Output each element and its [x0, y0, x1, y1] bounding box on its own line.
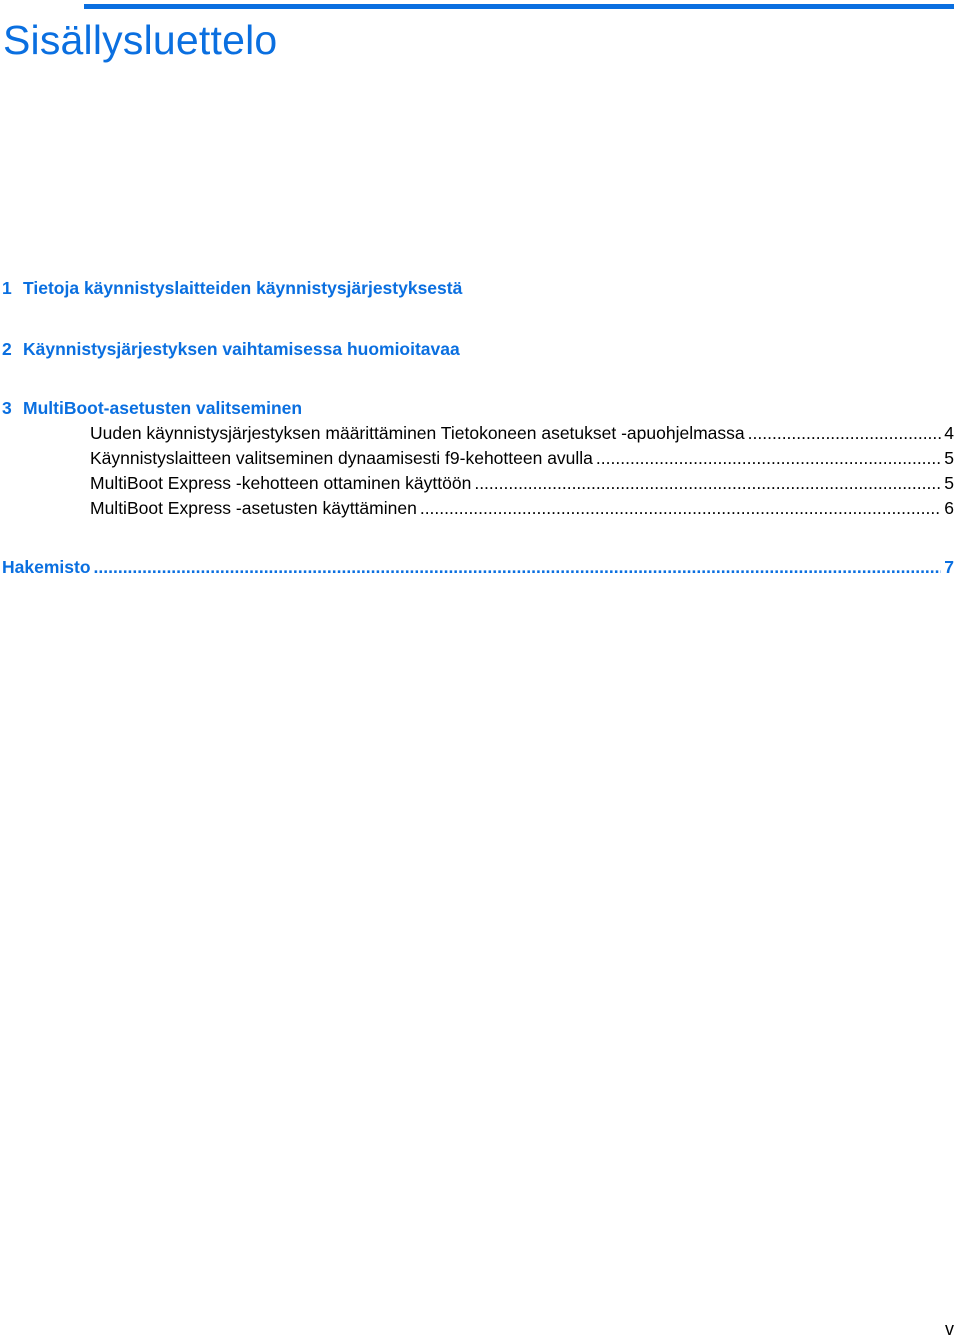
page-title: Sisällysluettelo: [3, 17, 278, 63]
dot-leader: [420, 497, 941, 519]
toc-chapter-3[interactable]: [2, 397, 302, 419]
toc-chapter-2[interactable]: [2, 338, 460, 360]
chapter-number: 2: [2, 339, 12, 359]
entry-page-number: 6: [944, 498, 954, 518]
entry-title: MultiBoot Express -asetusten käyttäminen: [90, 498, 417, 518]
dot-leader: [748, 422, 942, 444]
index-title: Hakemisto: [2, 557, 91, 577]
header-rule: [84, 4, 954, 9]
toc-index-entry[interactable]: [2, 556, 954, 578]
toc-entry[interactable]: [90, 497, 954, 519]
toc-chapter-1[interactable]: [2, 277, 462, 299]
toc-entry[interactable]: [90, 447, 954, 469]
footer-page-number: v: [945, 1319, 954, 1339]
dot-leader: [596, 447, 941, 469]
toc-entry[interactable]: [90, 422, 954, 444]
chapter-title: Käynnistysjärjestyksen vaihtamisessa huomioitavaa: [23, 339, 460, 359]
entry-page-number: 5: [944, 473, 954, 493]
chapter-number: 3: [2, 398, 12, 418]
dot-leader: [94, 556, 942, 578]
entry-title: Käynnistyslaitteen valitseminen dynaamisesti f9-kehotteen avulla: [90, 448, 593, 468]
entry-title: Uuden käynnistysjärjestyksen määrittäminen Tietokoneen asetukset -apuohjelmassa: [90, 423, 745, 443]
dot-leader: [474, 472, 941, 494]
entry-page-number: 4: [944, 423, 954, 443]
chapter-number: 1: [2, 278, 12, 298]
toc-entry[interactable]: [90, 472, 954, 494]
chapter-title: MultiBoot-asetusten valitseminen: [23, 398, 303, 418]
entry-title: MultiBoot Express -kehotteen ottaminen käyttöön: [90, 473, 472, 493]
entry-page-number: 5: [944, 448, 954, 468]
chapter-title: Tietoja käynnistyslaitteiden käynnistysjärjestyksestä: [23, 278, 463, 298]
index-page-number: 7: [944, 557, 954, 577]
